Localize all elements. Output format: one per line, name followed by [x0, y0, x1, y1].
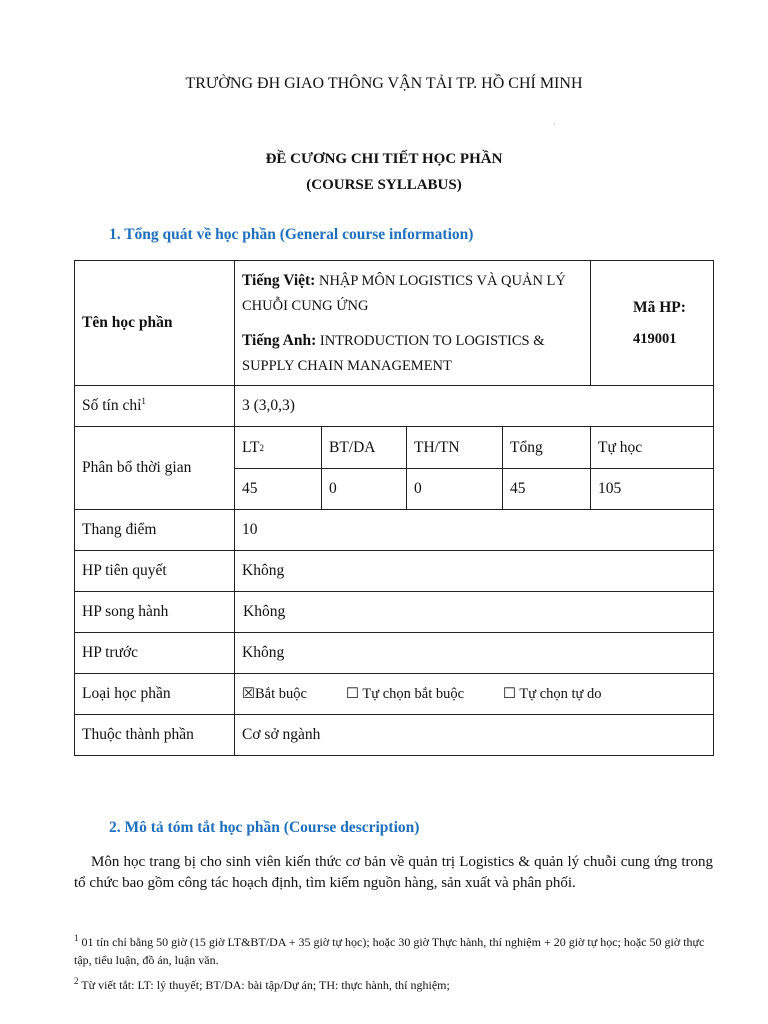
course-name-cell	[235, 261, 591, 386]
course-info-table	[74, 260, 714, 756]
footnote-1-mark: 1	[74, 933, 79, 943]
row-time-allocation	[75, 427, 714, 510]
time-header-row	[235, 427, 713, 469]
coreq-label: HP song hành	[75, 592, 235, 633]
type-options-cell	[235, 674, 714, 715]
type-option-elective-free: ☐ Tự chọn tự do	[503, 685, 602, 702]
prior-value: Không	[235, 633, 714, 674]
time-value-lt: 45	[235, 469, 322, 509]
time-value-thtn: 0	[407, 469, 503, 509]
time-value-btda: 0	[322, 469, 407, 509]
component-label: Thuộc thành phần	[75, 715, 235, 756]
footnote-2-mark: 2	[74, 976, 79, 986]
vn-course-name: NHẬP MÔN LOGISTICS VÀ QUẢN LÝ CHUỖI CUNG ỨNG	[242, 272, 566, 314]
row-course-type	[75, 674, 714, 715]
prereq-value: Không	[235, 551, 714, 592]
type-option-mandatory: ☒Bắt buộc	[242, 685, 307, 702]
course-code-value: 419001	[633, 330, 677, 347]
row-component	[75, 715, 714, 756]
time-label: Phân bổ thời gian	[75, 427, 235, 510]
time-header-btda: BT/DA	[322, 427, 407, 468]
row-course-name	[75, 261, 714, 386]
type-option-elective-required: ☐ Tự chọn bắt buộc	[346, 685, 465, 702]
footnote-2-text: Từ viết tắt: LT: lý thuyết; BT/DA: bài tập/Dự án; TH: thực hành, thí nghiệm;	[78, 978, 450, 992]
time-header-thtn: TH/TN	[407, 427, 503, 468]
time-value-self-study: 105	[598, 480, 622, 497]
document-title: ĐỀ CƯƠNG CHI TIẾT HỌC PHẦN	[265, 151, 503, 167]
footnote-ref-2: 2	[259, 442, 265, 453]
time-value-total: 45	[503, 469, 591, 509]
type-label: Loại học phần	[75, 674, 235, 715]
vn-label: Tiếng Việt:	[242, 271, 316, 289]
footnote-2	[74, 972, 713, 994]
footnote-1	[74, 929, 713, 969]
document-subtitle: (COURSE SYLLABUS)	[306, 177, 462, 193]
course-description: Môn học trang bị cho sinh viên kiến thức cơ bản về quản trị Logistics & quản lý chuỗi cung ứng trong tổ chức bao gồm công tác hoạch định, tìm kiếm nguồn hàng, sản xuất và phân phối.	[74, 854, 713, 891]
prereq-label: HP tiên quyết	[75, 551, 235, 592]
credits-value: 3 (3,0,3)	[235, 386, 714, 427]
grade-value: 10	[235, 510, 714, 551]
course-name-label: Tên học phần	[75, 261, 235, 386]
row-prior-course	[75, 633, 714, 674]
en-course-name: INTRODUCTION TO LOGISTICS & SUPPLY CHAIN MANAGEMENT	[242, 332, 545, 374]
row-grading-scale	[75, 510, 714, 551]
section-1-heading: 1. Tổng quát về học phần (General course information)	[109, 226, 474, 243]
row-credits	[75, 386, 714, 427]
university-name: TRƯỜNG ĐH GIAO THÔNG VẬN TẢI TP. HỒ CHÍ MINH	[185, 75, 583, 92]
coreq-value: Không	[235, 592, 714, 633]
credits-label: Số tín chỉ	[82, 397, 142, 415]
course-code-label: Mã HP:	[633, 298, 686, 316]
section-2-heading: 2. Mô tả tóm tắt học phần (Course description)	[109, 819, 420, 836]
credits-label-cell	[75, 386, 235, 427]
stray-mark: ·	[553, 120, 556, 129]
time-header-total: Tổng	[503, 427, 591, 468]
en-label: Tiếng Anh:	[242, 331, 317, 349]
time-header-lt: LT 2	[235, 427, 322, 468]
component-value: Cơ sở ngành	[235, 715, 714, 756]
prior-label: HP trước	[75, 633, 235, 674]
row-prerequisite	[75, 551, 714, 592]
footnote-ref-1: 1	[141, 396, 146, 407]
time-grid-cell	[235, 427, 714, 510]
time-header-self-study: Tự học	[598, 438, 643, 456]
grade-label: Thang điểm	[75, 510, 235, 551]
footnote-1-text: 01 tín chỉ bằng 50 giờ (15 giờ LT&BT/DA + 35 giờ tự học); hoặc 30 giờ Thực hành, thí nghiệm + 20 giờ tự học; hoặc 50 giờ thực tập, tiểu luận, đồ án, luận văn.	[74, 935, 705, 967]
course-code-cell	[591, 261, 714, 386]
time-value-row	[235, 469, 713, 509]
row-corequisite	[75, 592, 714, 633]
